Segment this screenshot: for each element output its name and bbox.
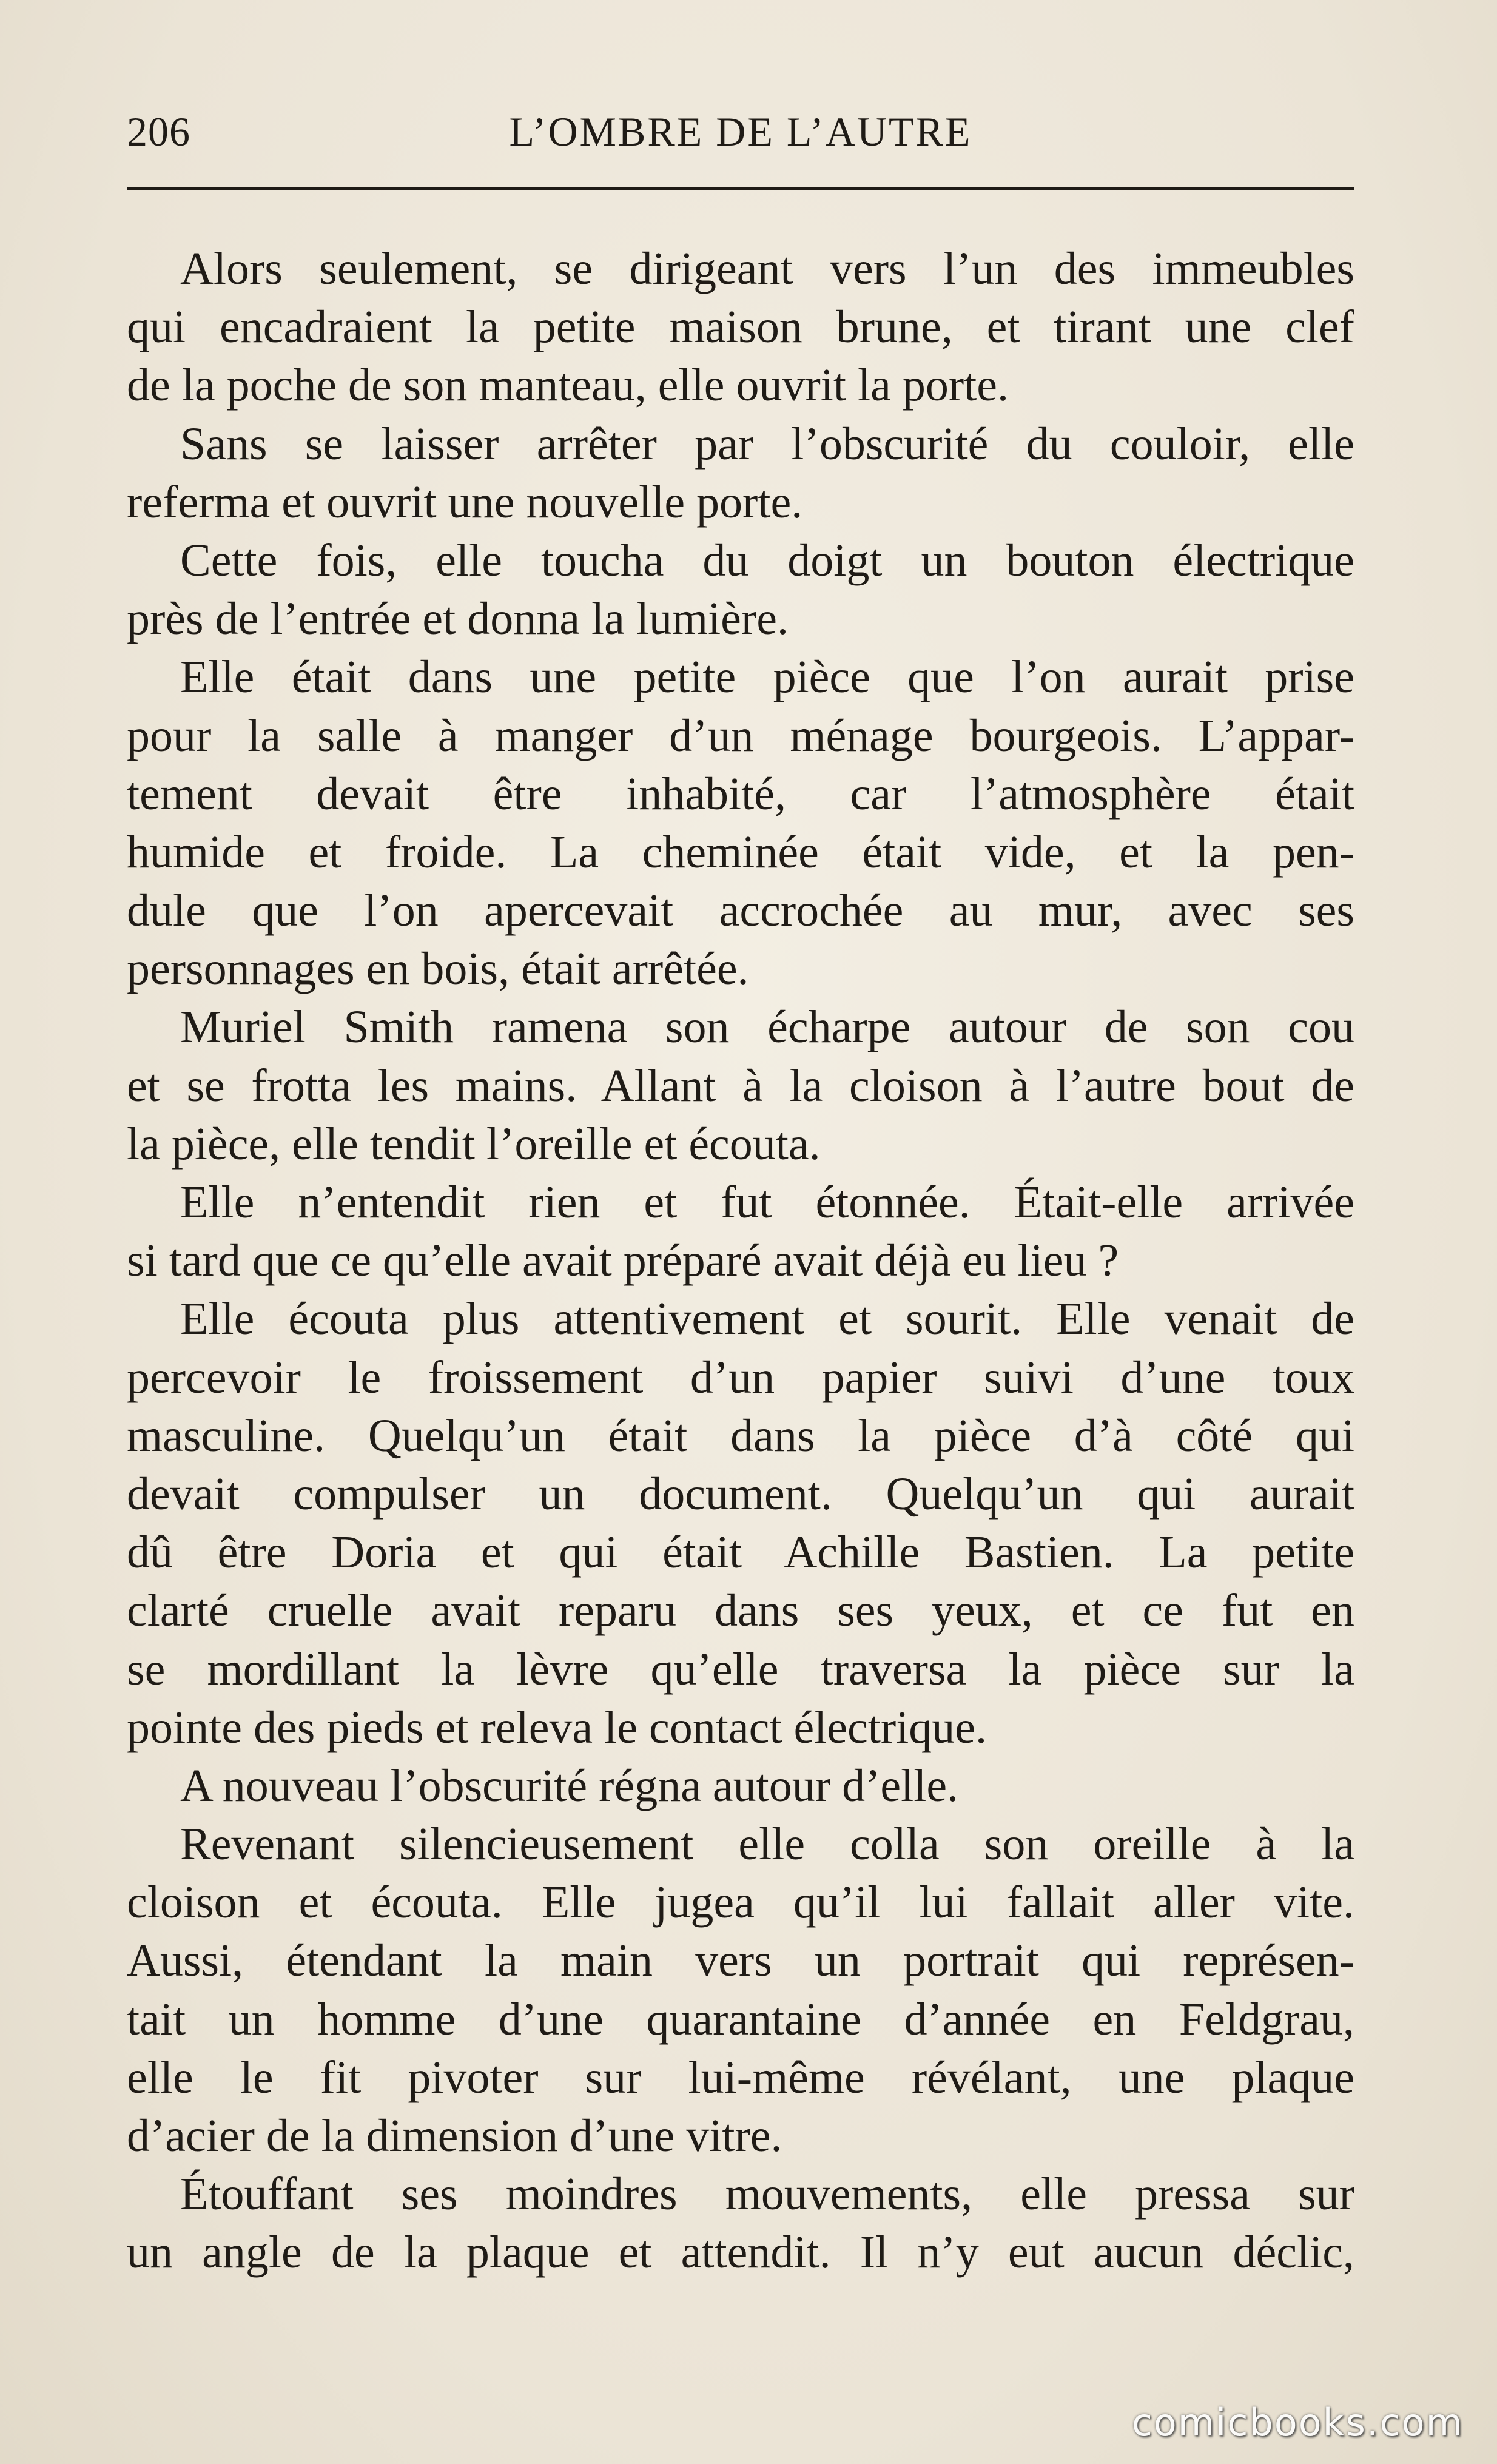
text-line: percevoir le froissement d’un papier suivi d’une toux [127, 1351, 1354, 1403]
text-line: Sans se laisser arrêter par l’obscurité du couloir, elle [180, 418, 1354, 470]
text-line: humide et froide. La cheminée était vide, et la pen- [127, 826, 1354, 878]
text-line: de la poche de son manteau, elle ouvrit la porte. [127, 360, 1009, 411]
text-line: si tard que ce qu’elle avait préparé avait déjà eu lieu ? [127, 1235, 1119, 1287]
page-header [127, 97, 1354, 164]
text-line: Alors seulement, se dirigeant vers l’un des immeubles [180, 243, 1354, 294]
text-line: referma et ouvrit une nouvelle porte. [127, 476, 803, 528]
text-line: qui encadraient la petite maison brune, et tirant une clef [127, 301, 1354, 353]
page-number: 206 [127, 109, 190, 155]
text-line: près de l’entrée et donna la lumière. [127, 593, 789, 645]
text-line: cloison et écouta. Elle jugea qu’il lui fallait aller vite. [127, 1877, 1354, 1928]
text-line: se mordillant la lèvre qu’elle traversa la pièce sur la [127, 1643, 1354, 1695]
text-line: un angle de la plaque et attendit. Il n’y eut aucun déclic, [127, 2227, 1354, 2278]
text-line: tait un homme d’une quarantaine d’année en Feldgrau, [127, 1993, 1354, 2045]
text-line: A nouveau l’obscurité régna autour d’elle. [180, 1760, 959, 1811]
watermark: comicbooks.com [1131, 2400, 1464, 2445]
text-line: pointe des pieds et releva le contact électrique. [127, 1702, 987, 1753]
text-line: personnages en bois, était arrêtée. [127, 943, 749, 995]
running-title: L’OMBRE DE L’AUTRE [509, 109, 972, 155]
text-line: et se frotta les mains. Allant à la cloison à l’autre bout de [127, 1060, 1354, 1111]
text-line: pour la salle à manger d’un ménage bourgeois. L’appar- [127, 710, 1354, 761]
header-rule [127, 187, 1354, 190]
text-line: masculine. Quelqu’un était dans la pièce d’à côté qui [127, 1410, 1354, 1461]
text-line: Muriel Smith ramena son écharpe autour de son cou [180, 1001, 1354, 1053]
body-text [127, 240, 1354, 2282]
text-line: Elle était dans une petite pièce que l’on aurait prise [180, 651, 1354, 703]
text-line: tement devait être inhabité, car l’atmosphère était [127, 768, 1354, 820]
text-line: devait compulser un document. Quelqu’un qui aurait [127, 1468, 1354, 1520]
text-line: d’acier de la dimension d’une vitre. [127, 2110, 782, 2161]
text-line: clarté cruelle avait reparu dans ses yeux, et ce fut en [127, 1585, 1354, 1637]
text-line: Étouffant ses moindres mouvements, elle pressa sur [180, 2169, 1354, 2220]
text-line: Elle n’entendit rien et fut étonnée. Était-elle arrivée [180, 1177, 1354, 1228]
text-line: Elle écouta plus attentivement et sourit. Elle venait de [180, 1293, 1354, 1345]
text-line: Aussi, étendant la main vers un portrait qui représen- [127, 1935, 1354, 1987]
text-line: la pièce, elle tendit l’oreille et écouta. [127, 1118, 821, 1170]
text-line: Cette fois, elle toucha du doigt un bouton électrique [180, 534, 1354, 586]
text-line: Revenant silencieusement elle colla son oreille à la [180, 1819, 1354, 1870]
text-line: elle le fit pivoter sur lui-même révélant, une plaque [127, 2052, 1354, 2103]
text-line: dule que l’on apercevait accrochée au mur, avec ses [127, 885, 1354, 937]
text-line: dû être Doria et qui était Achille Bastien. La petite [127, 1527, 1354, 1578]
